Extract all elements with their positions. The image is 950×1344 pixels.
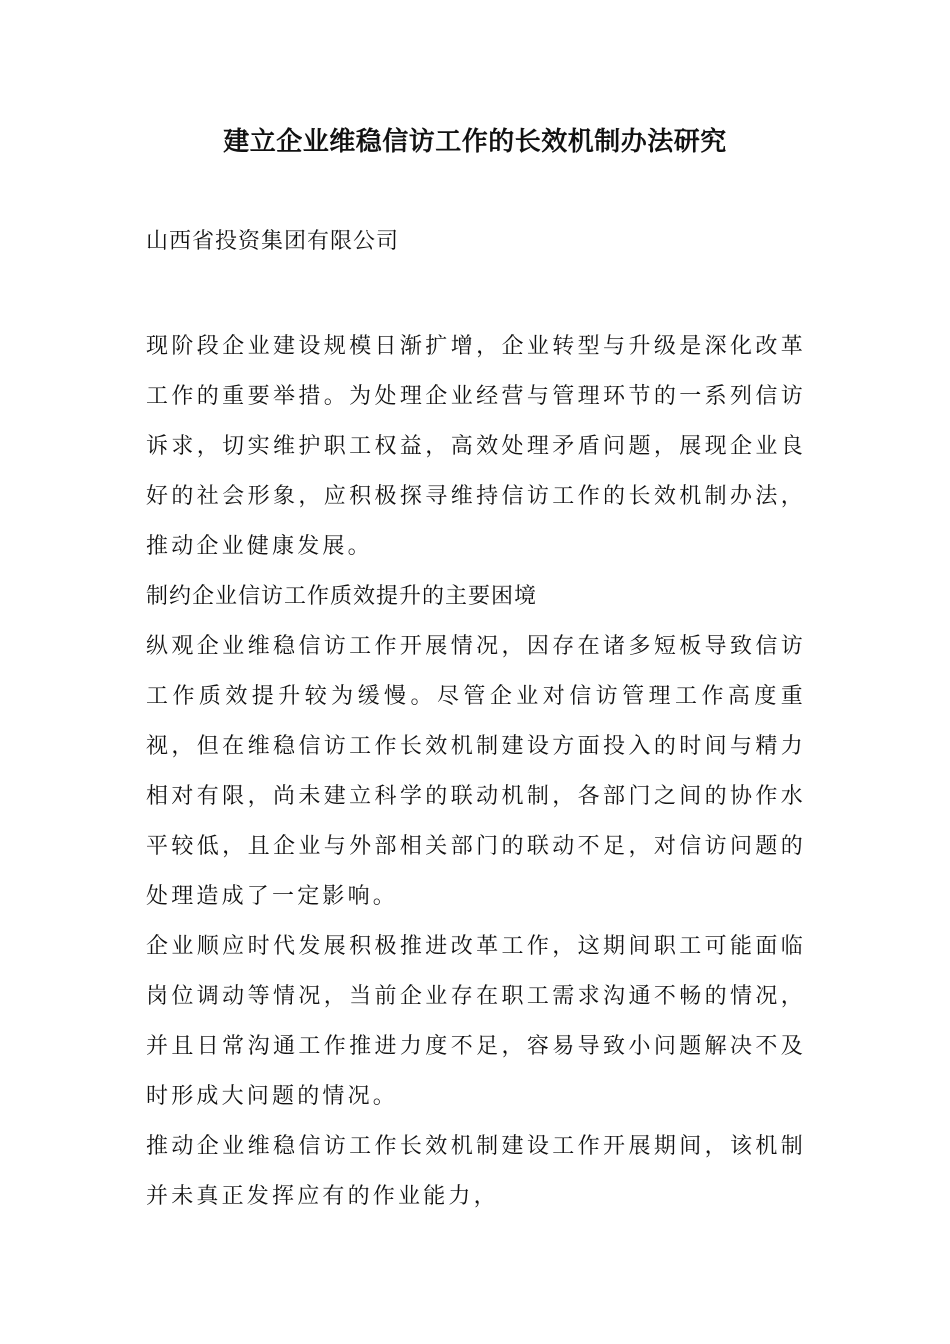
paragraph-mechanism: 纵观企业维稳信访工作开展情况，因存在诸多短板导致信访工作质效提升较为缓慢。尽管企业对信访管理工作高度重视，但在维稳信访工作长效机制建设方面投入的时间与精力相对有限，尚未建立科学的联动机制，各部门之间的协作水平较低，且企业与外部相关部门的联动不足，对信访问题的处理造成了一定影响。 bbox=[146, 634, 806, 909]
paragraph-communication: 企业顺应时代发展积极推进改革工作，这期间职工可能面临岗位调动等情况，当前企业存在职工需求沟通不畅的情况，并且日常沟通工作推进力度不足，容易导致小问题解决不及时形成大问题的情况。 bbox=[146, 934, 806, 1109]
section-heading: 制约企业信访工作质效提升的主要困境 bbox=[146, 584, 538, 609]
document-title: 建立企业维稳信访工作的长效机制办法研究 bbox=[223, 127, 727, 157]
document-body bbox=[146, 322, 806, 1222]
paragraph-effectiveness: 推动企业维稳信访工作长效机制建设工作开展期间，该机制并未真正发挥应有的作业能力， bbox=[146, 1134, 806, 1209]
document-author: 山西省投资集团有限公司 bbox=[146, 229, 400, 254]
paragraph-intro: 现阶段企业建设规模日渐扩增，企业转型与升级是深化改革工作的重要举措。为处理企业经营与管理环节的一系列信访诉求，切实维护职工权益，高效处理矛盾问题，展现企业良好的社会形象，应积极探寻维持信访工作的长效机制办法，推动企业健康发展。 bbox=[146, 334, 806, 559]
